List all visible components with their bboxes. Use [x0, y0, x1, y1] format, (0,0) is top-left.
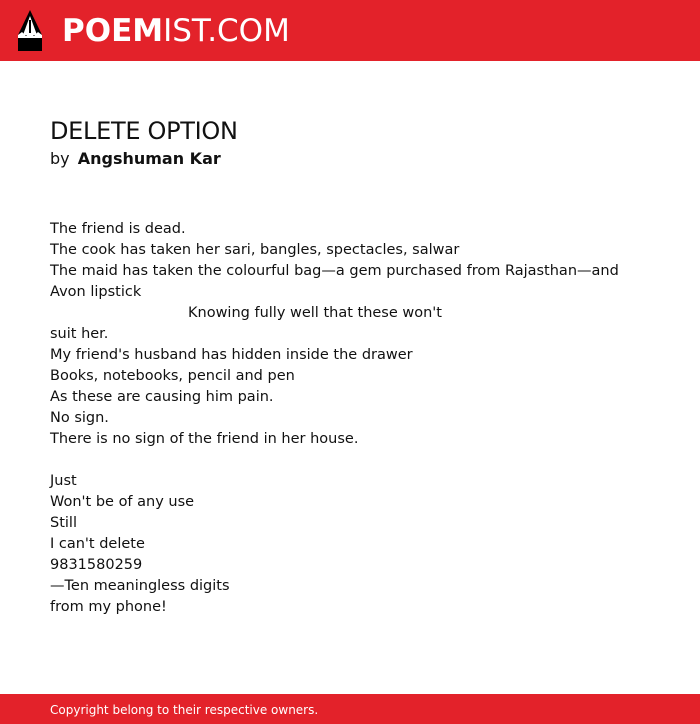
poem-line: I can't delete — [50, 536, 145, 552]
site-footer — [0, 694, 700, 724]
poem-line: Won't be of any use — [50, 494, 195, 510]
poem-line: The friend is dead. — [50, 221, 186, 237]
poem-line: My friend's husband has hidden inside the drawer — [50, 347, 413, 363]
byline — [50, 147, 221, 171]
poem-line: Still — [50, 515, 77, 531]
poem-line: The cook has taken her sari, bangles, spectacles, salwar — [50, 242, 460, 258]
poem-body — [50, 219, 650, 618]
by-label: by — [50, 149, 70, 168]
poem-line: suit her. — [50, 326, 109, 342]
logo-light-text: IST.COM — [163, 13, 290, 49]
poem-line: Knowing fully well that these won't — [188, 305, 442, 321]
pen-nib-icon[interactable] — [18, 10, 42, 51]
site-header — [0, 0, 700, 61]
site-logo[interactable] — [62, 12, 290, 50]
copyright-text: Copyright belong to their respective owners. — [50, 703, 319, 717]
poem-line: Books, notebooks, pencil and pen — [50, 368, 295, 384]
poem-line: Just — [50, 473, 77, 489]
poem-line: 9831580259 — [50, 557, 143, 573]
poem-line — [50, 450, 650, 471]
poem-line: There is no sign of the friend in her house. — [50, 431, 359, 447]
poem-title: DELETE OPTION — [50, 117, 238, 145]
logo-bold-text: POEM — [62, 13, 164, 49]
poem-line: Avon lipstick — [50, 284, 142, 300]
author-name: Angshuman Kar — [77, 149, 221, 168]
poem-line: The maid has taken the colourful bag—a gem purchased from Rajasthan—and — [50, 263, 619, 279]
poem-line: No sign. — [50, 410, 109, 426]
poem-line: from my phone! — [50, 599, 167, 615]
poem-line: —Ten meaningless digits — [50, 578, 230, 594]
poem-line: As these are causing him pain. — [50, 389, 274, 405]
